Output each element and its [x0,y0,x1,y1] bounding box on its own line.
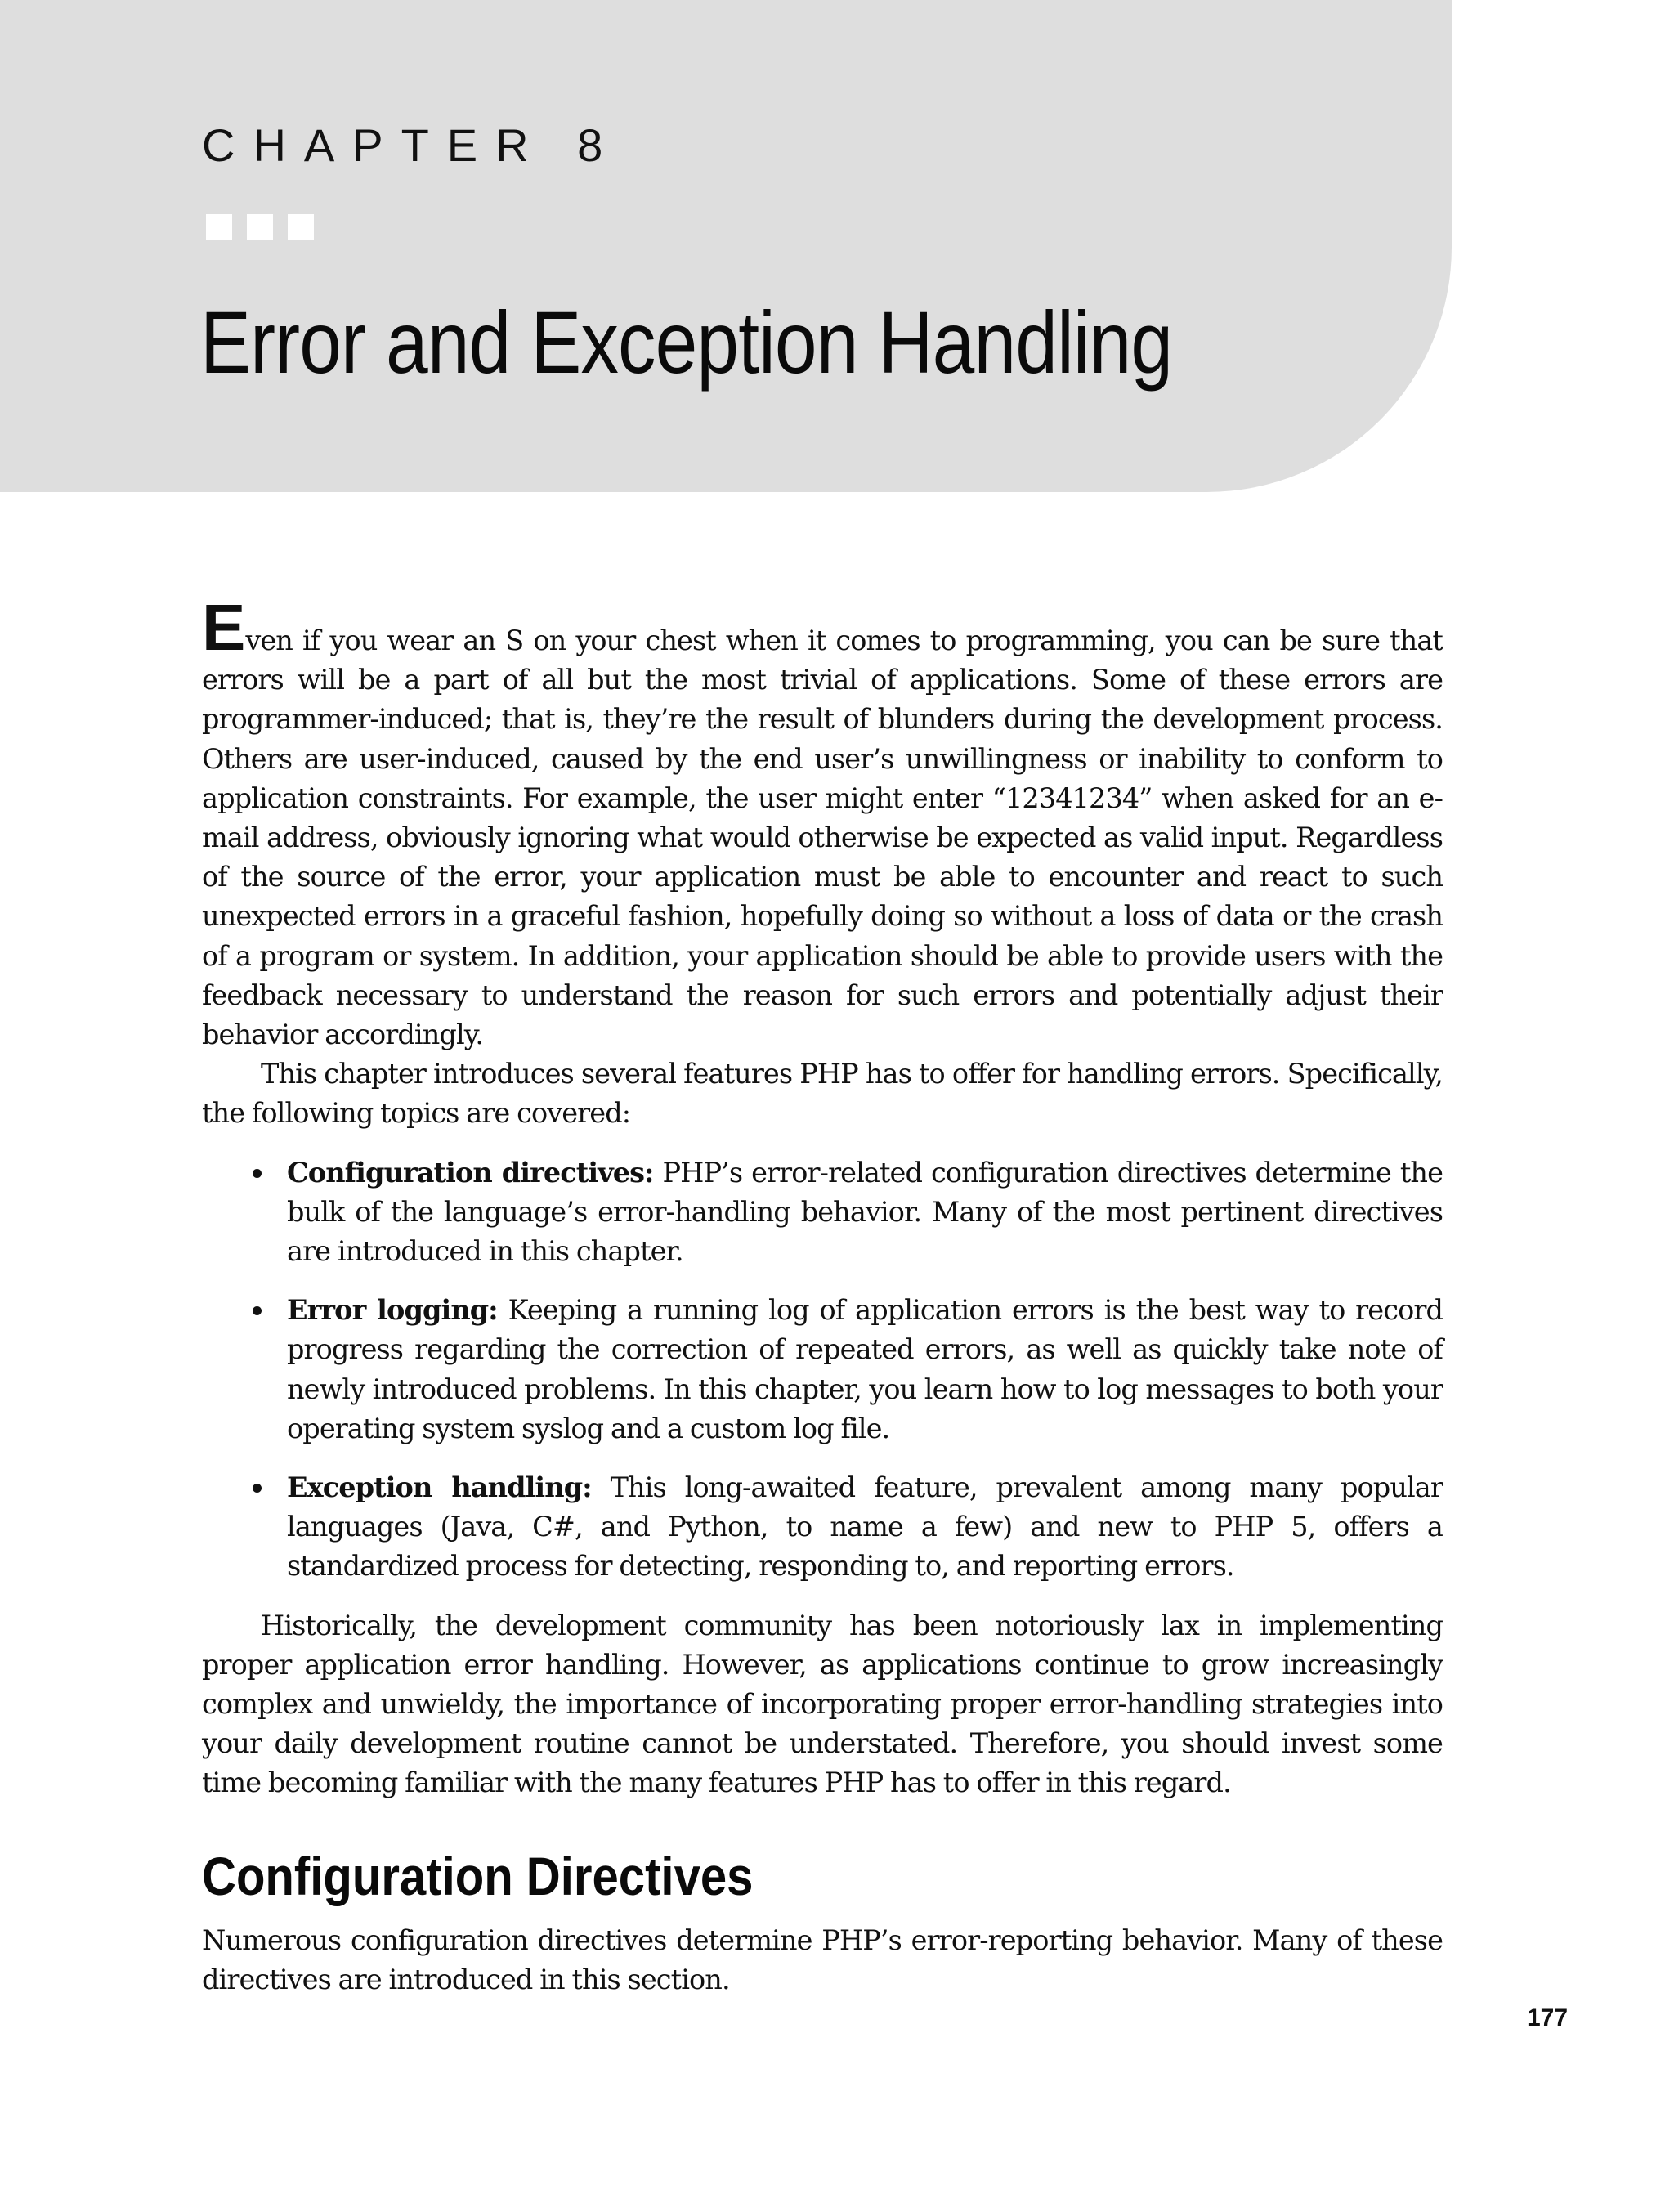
chapter-header-band [0,0,1452,492]
chapter-label: CHAPTER 8 [202,119,621,171]
topic-term: Exception handling: [287,1471,592,1504]
topics-list [202,1153,1443,1587]
intro-paragraph [202,591,1443,1055]
list-item [202,1153,1443,1272]
section-heading: Configuration Directives [202,1845,754,1906]
section-paragraph: Numerous configuration directives determine PHP’s error-reporting behavior. Many of these directives are introduced in this section. [202,1923,1443,1995]
chapter-ornament-squares [206,214,314,240]
chapter-title: Error and Exception Handling [200,293,1173,392]
topic-description: This long-awaited feature, prevalent among many popular languages (Java, C#, and Python, to name a few) and new to PHP 5, offers a standardized process for detecting, responding to, and reporting errors. [287,1471,1443,1583]
topic-term: Error logging: [287,1294,498,1327]
bullet-icon [253,1169,262,1178]
list-item [202,1468,1443,1587]
chapter-body [202,591,1443,1999]
topics-intro-paragraph: This chapter introduces several features PHP has to offer for handling errors. Specifically, the following topics are covered: [202,1058,1443,1130]
intro-paragraph-text: ven if you wear an S on your chest when it comes to programming, you can be sure that errors will be a part of all but the most trivial of applications. Some of these errors are programmer-induced; that is, they’re the result of blunders during the development process. Others are user-induced, caused by the end user’s unwillingness or inability to conform to application constraints. For example, the user might enter “12341234” when asked for an e-mail address, obviously ignoring what would otherwise be expected as valid input. Regardless of the source of the error, your application must be able to encounter and react to such unexpected errors in a graceful fashion, hopefully doing so without a loss of data or the crash of a program or system. In addition, your application should be able to provide users with the feedback necessary to understand the reason for such errors and potentially adjust their behavior accordingly. [202,625,1443,1051]
bullet-icon [253,1484,262,1493]
drop-cap: E [202,591,246,664]
topic-description: PHP’s error-related configuration directives determine the bulk of the language’s error-handling behavior. Many of the most pertinent directives are introduced in this chapter. [287,1156,1443,1268]
list-item [202,1291,1443,1449]
closing-paragraph: Historically, the development community has been notoriously lax in implementing proper application error handling. However, as applications continue to grow increasingly complex and unwieldy, the importance of incorporating proper error-handling strategies into your daily development routine cannot be understated. Therefore, you should invest some time becoming familiar with the many features PHP has to offer in this regard. [202,1609,1443,1799]
topic-description: Keeping a running log of application errors is the best way to record progress regarding the correction of repeated errors, as well as quickly take note of newly introduced problems. In this chapter, you learn how to log messages to both your operating system syslog and a custom log file. [287,1294,1443,1444]
ornament-square [206,214,232,240]
ornament-square [288,214,314,240]
bullet-icon [253,1306,262,1315]
ornament-square [247,214,273,240]
page-number: 177 [1527,2004,1569,2031]
topic-term: Configuration directives: [287,1156,654,1189]
